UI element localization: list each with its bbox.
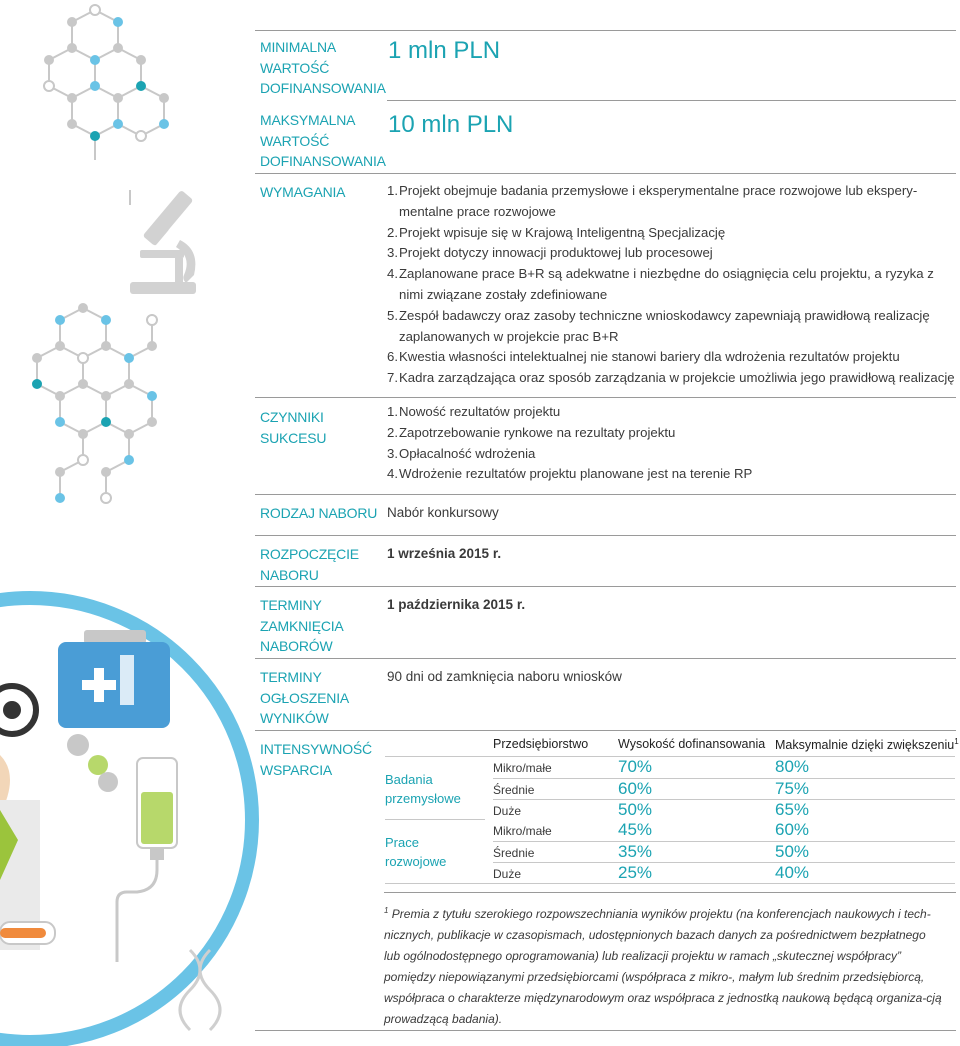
- list-item-number: 3.: [387, 245, 398, 261]
- cell-funding-level: 70%: [618, 757, 653, 776]
- table-row: [493, 820, 955, 841]
- cell-funding-level: 50%: [618, 800, 653, 819]
- list-item-text: Kwestia własności intelektualnej nie stanowi bariery dla wdrożenia rezultatów projektu: [399, 349, 900, 365]
- list-item: [387, 423, 957, 444]
- table-group-industrial: Badania przemysłowe: [385, 772, 461, 806]
- list-item: [387, 347, 957, 368]
- microscope-icon: [130, 190, 196, 294]
- list-item: [387, 223, 957, 244]
- list-item: [387, 306, 957, 348]
- divider: [384, 892, 956, 893]
- value-min-funding: 1 mln PLN: [388, 37, 501, 64]
- cell-enterprise-size: Mikro/małe: [493, 761, 552, 775]
- list-item-text: Projekt obejmuje badania przemysłowe i eksperymentalne prace rozwojowe lub ekspery-mentalne prace rozwojowe: [399, 183, 918, 219]
- divider: [255, 535, 956, 536]
- label-min-funding: MINIMALNA WARTOŚĆ DOFINANSOWANIA: [260, 39, 386, 96]
- list-item-text: Projekt wpisuje się w Krajową Inteligentną Specjalizację: [399, 224, 726, 240]
- cell-enterprise-size: Mikro/małe: [493, 824, 552, 838]
- divider: [255, 658, 956, 659]
- success-factors-list: [387, 402, 957, 485]
- cell-enterprise-size: Duże: [493, 867, 522, 881]
- divider: [255, 586, 956, 587]
- value-max-funding: 10 mln PLN: [388, 111, 514, 138]
- list-item-number: 6.: [387, 349, 398, 365]
- list-item-number: 5.: [387, 307, 398, 323]
- cell-max-funding: 40%: [775, 863, 810, 882]
- value-call-type: Nabór konkursowy: [387, 505, 499, 520]
- cell-enterprise-size: Średnie: [493, 783, 535, 797]
- cell-max-funding: 65%: [775, 800, 810, 819]
- divider: [255, 173, 956, 174]
- table-header-level: Wysokość dofinansowania: [618, 737, 766, 751]
- medical-kit-icon: [58, 630, 170, 728]
- table-row: [493, 841, 955, 863]
- list-item-text: Nowość rezultatów projektu: [399, 404, 561, 419]
- label-support-intensity: INTENSYWNOŚĆ WSPARCIA: [260, 741, 372, 778]
- table-header-max: Maksymalnie dzięki zwiększeniu$^1$: [775, 737, 959, 753]
- list-item-text: Zapotrzebowanie rynkowe na rezultaty projektu: [399, 424, 676, 440]
- label-requirements: WYMAGANIA: [260, 184, 346, 200]
- list-item-text: Opłacalność wdrożenia: [399, 445, 536, 461]
- list-item-text: Projekt dotyczy innowacji produktowej lub procesowej: [399, 245, 713, 261]
- cell-max-funding: 80%: [775, 757, 810, 776]
- list-item-number: 1.: [387, 183, 398, 198]
- table-row: [493, 862, 955, 884]
- label-closing-dates: TERMINY ZAMKNIĘCIA NABORÓW: [260, 597, 343, 654]
- table-header-enterprise: Przedsiębiorstwo: [493, 737, 589, 751]
- medical-illustration-bottom: [0, 520, 260, 1046]
- list-item: [387, 464, 957, 485]
- list-item-number: 4.: [387, 266, 398, 282]
- requirements-list: [387, 181, 957, 389]
- table-group-development: Prace rozwojowe: [385, 835, 447, 869]
- list-item: [387, 264, 957, 306]
- list-item-text: Zaplanowane prace B+R są adekwatne i niezbędne do osiągnięcia celu projektu, a ryzyka z nimi związane zostały zdefiniowane: [399, 266, 934, 302]
- divider: [255, 1030, 956, 1031]
- cell-enterprise-size: Średnie: [493, 846, 535, 860]
- list-item: [387, 243, 957, 264]
- divider: [255, 30, 956, 31]
- list-item: [387, 368, 957, 389]
- list-item-number: 4.: [387, 466, 398, 482]
- cell-max-funding: 50%: [775, 842, 810, 861]
- list-item-number: 2.: [387, 224, 398, 240]
- cell-funding-level: 25%: [618, 863, 653, 882]
- list-item-number: 2.: [387, 424, 398, 440]
- dna-icon: [180, 950, 220, 1030]
- footnote: $^1$ Premia z tytułu szerokiego rozpowszechniania wyników projektu (na konferencjach naukowych i tech-nicznych, publikacje w czasopismach, udostępnionych bazach danych za pośrednictwem bezpłatnego lub ogólnodostępnego oprogramowania) lub realizacji projektu w ramach „skutecznej współpracy” pomiędzy niepowiązanymi przedsiębiorcami (współpraca z mikro-, małym lub średnim przedsiębiorcą, współpraca o charakterze międzynarodowym oraz współpraca z jednostką naukową będącą organiza-cją prowadzącą badania).: [384, 906, 942, 1026]
- list-item-text: Kadra zarządzająca oraz sposób zarządzania w projekcie umożliwia jego prawidłową realizację: [399, 370, 955, 386]
- list-item-text: Wdrożenie rezultatów projektu planowane jest na terenie RP: [399, 466, 753, 482]
- cell-max-funding: 75%: [775, 779, 810, 798]
- divider: [255, 730, 956, 731]
- label-call-start: ROZPOCZĘCIE NABORU: [260, 546, 359, 583]
- label-success-factors: CZYNNIKI SUKCESU: [260, 409, 327, 446]
- list-item: [387, 181, 957, 223]
- list-item-number: 1.: [387, 404, 398, 419]
- label-max-funding: MAKSYMALNA WARTOŚĆ DOFINANSOWANIA: [260, 112, 386, 169]
- list-item: [387, 444, 957, 465]
- divider: [255, 494, 956, 495]
- value-closing-dates: 1 października 2015 r.: [387, 597, 526, 612]
- cell-enterprise-size: Duże: [493, 804, 522, 818]
- divider: [255, 397, 956, 398]
- label-results-dates: TERMINY OGŁOSZENIA WYNIKÓW: [260, 669, 349, 726]
- thermometer-icon: [0, 922, 55, 944]
- doctor-figure-icon: [0, 686, 40, 950]
- table-row: [493, 757, 955, 778]
- label-call-type: RODZAJ NABORU: [260, 505, 378, 521]
- cell-funding-level: 35%: [618, 842, 653, 861]
- list-item: [387, 402, 957, 423]
- pills-icon: [67, 734, 118, 792]
- cell-max-funding: 60%: [775, 820, 810, 839]
- value-results-dates: 90 dni od zamknięcia naboru wniosków: [387, 669, 622, 684]
- list-item-number: 3.: [387, 445, 398, 461]
- molecule-illustration-top: [0, 0, 250, 520]
- cell-funding-level: 60%: [618, 779, 653, 798]
- divider: [387, 100, 956, 101]
- value-call-start: 1 września 2015 r.: [387, 546, 502, 561]
- table-row: [493, 778, 955, 800]
- table-group-divider: [385, 819, 485, 820]
- list-item-text: Zespół badawczy oraz zasoby techniczne wnioskodawcy zapewniają prawidłową realizację zaplanowanych w projekcie prac B+R: [399, 307, 930, 344]
- iv-bag-icon: [117, 758, 177, 962]
- cell-funding-level: 45%: [618, 820, 653, 839]
- table-row: [493, 799, 955, 821]
- list-item-number: 7.: [387, 370, 398, 386]
